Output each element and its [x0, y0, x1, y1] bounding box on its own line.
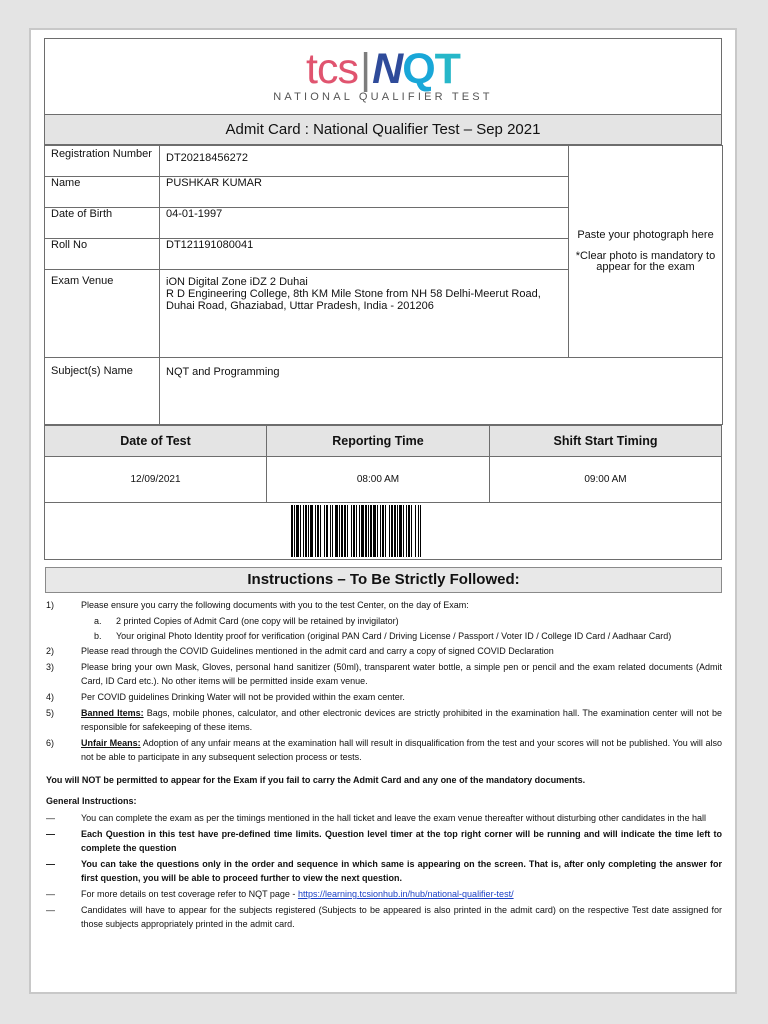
instruction-subitem: a. 2 printed Copies of Admit Card (one copy will be retained by invigilator) [94, 616, 399, 626]
instruction-item: 5) Banned Items: Bags, mobile phones, calculator, and other electronic devices are strictly prohibited in the examination hall. The examination center will not be responsible for safekeeping of these items. [46, 708, 722, 732]
exam-venue-value [160, 270, 569, 358]
logo-t-text: T [434, 45, 460, 93]
exam-venue-label: Exam Venue [45, 270, 160, 358]
name-value: PUSHKAR KUMAR [160, 177, 569, 208]
photo-instruction: Paste your photograph here [577, 229, 714, 241]
unfair-means-lead: Unfair Means: [81, 738, 141, 748]
logo-subtitle: NATIONAL QUALIFIER TEST [273, 91, 493, 103]
mandatory-warning: You will NOT be permitted to appear for the Exam if you fail to carry the Admit Card and any one of the mandatory documents. [46, 775, 586, 785]
instruction-subitem: b. Your original Photo Identity proof for verification (original PAN Card / Driving License / Passport / Voter ID / College ID Card / Aadhaar Card) [94, 631, 672, 641]
general-instruction-item: — Candidates will have to appear for the subjects registered (Subjects to be appeared is also printed in the admit card) on the respective Test date assigned for those subjects appropriately printed in the admit card. [46, 905, 722, 929]
roll-no-value: DT121191080041 [160, 239, 569, 270]
subject-label: Subject(s) Name [45, 358, 160, 425]
admit-card [44, 38, 722, 560]
general-instruction-item: — Each Question in this test have pre-defined time limits. Question level timer at the top right corner will be running and will indicate the time left to complete the question [46, 829, 722, 853]
photo-placeholder [569, 146, 723, 358]
banned-items-lead: Banned Items: [81, 708, 144, 718]
reporting-time-header: Reporting Time [267, 426, 490, 457]
name-label: Name [45, 177, 160, 208]
date-of-test-header: Date of Test [45, 426, 267, 457]
instruction-item: 1) Please ensure you carry the following documents with you to the test Center, on the day of Exam: [46, 600, 469, 610]
reporting-time-value: 08:00 AM [267, 457, 490, 503]
instruction-item: 3) Please bring your own Mask, Gloves, personal hand sanitizer (50ml), transparent water bottle, a simple pen or pencil and the exam related documents (Admit Card, ID Card etc.). No other items will be permitted inside exam venue. [46, 662, 722, 686]
schedule-table [44, 425, 722, 503]
shift-start-value: 09:00 AM [490, 457, 722, 503]
instruction-item: 6) Unfair Means: Adoption of any unfair means at the examination hall will result in disqualification from the test and your scores will not be published. You will also not be able to participate in any subsequent selection process or tests. [46, 738, 722, 762]
date-of-test-value: 12/09/2021 [45, 457, 267, 503]
registration-number-label: Registration Number [45, 146, 160, 177]
dob-value: 04-01-1997 [160, 208, 569, 239]
logo-tcs-text: tcs [306, 45, 358, 93]
general-instructions-title: General Instructions: [46, 796, 137, 806]
roll-no-label: Roll No [45, 239, 160, 270]
logo-separator: | [359, 45, 371, 93]
nqt-page-link[interactable]: https://learning.tcsionhub.in/hub/national-qualifier-test/ [297, 889, 514, 899]
dob-label: Date of Birth [45, 208, 160, 239]
logo-n-text: N [372, 45, 403, 93]
venue-address: R D Engineering College, 8th KM Mile Stone from NH 58 Delhi-Meerut Road, Duhai Road, Ghaziabad, Uttar Pradesh, India - 201206 [166, 288, 541, 312]
admit-card-title: Admit Card : National Qualifier Test – Sep 2021 [44, 114, 722, 145]
barcode [291, 505, 423, 557]
photo-mandatory-note: *Clear photo is mandatory to appear for the exam [575, 250, 716, 273]
general-instruction-item: — You can complete the exam as per the timings mentioned in the hall ticket and leave the exam venue thereafter without disturbing other candidates in the hall [46, 813, 707, 823]
general-instruction-item: — For more details on test coverage refer to NQT page - https://learning.tcsionhub.in/hub/national-qualifier-test/ [46, 889, 514, 899]
subject-value: NQT and Programming [160, 358, 723, 425]
candidate-details-table [44, 145, 723, 425]
registration-number-value: DT20218456272 [160, 146, 569, 177]
general-instruction-item: — You can take the questions only in the order and sequence in which same is appearing on the screen. That is, after only completing the answer for first question, you will be able to proceed further to view the next question. [46, 859, 722, 883]
logo-header [44, 38, 722, 114]
tcs-nqt-logo [45, 47, 721, 91]
logo-q-text: Q [402, 45, 435, 93]
shift-start-header: Shift Start Timing [490, 426, 722, 457]
instruction-item: 2) Please read through the COVID Guidelines mentioned in the admit card and carry a copy of signed COVID Declaration [46, 646, 554, 656]
instruction-item: 4) Per COVID guidelines Drinking Water will not be provided within the exam center. [46, 692, 405, 702]
instructions-section [46, 598, 722, 933]
instructions-title: Instructions – To Be Strictly Followed: [45, 567, 722, 593]
barcode-area [44, 503, 722, 560]
venue-name: iON Digital Zone iDZ 2 Duhai [166, 276, 308, 288]
